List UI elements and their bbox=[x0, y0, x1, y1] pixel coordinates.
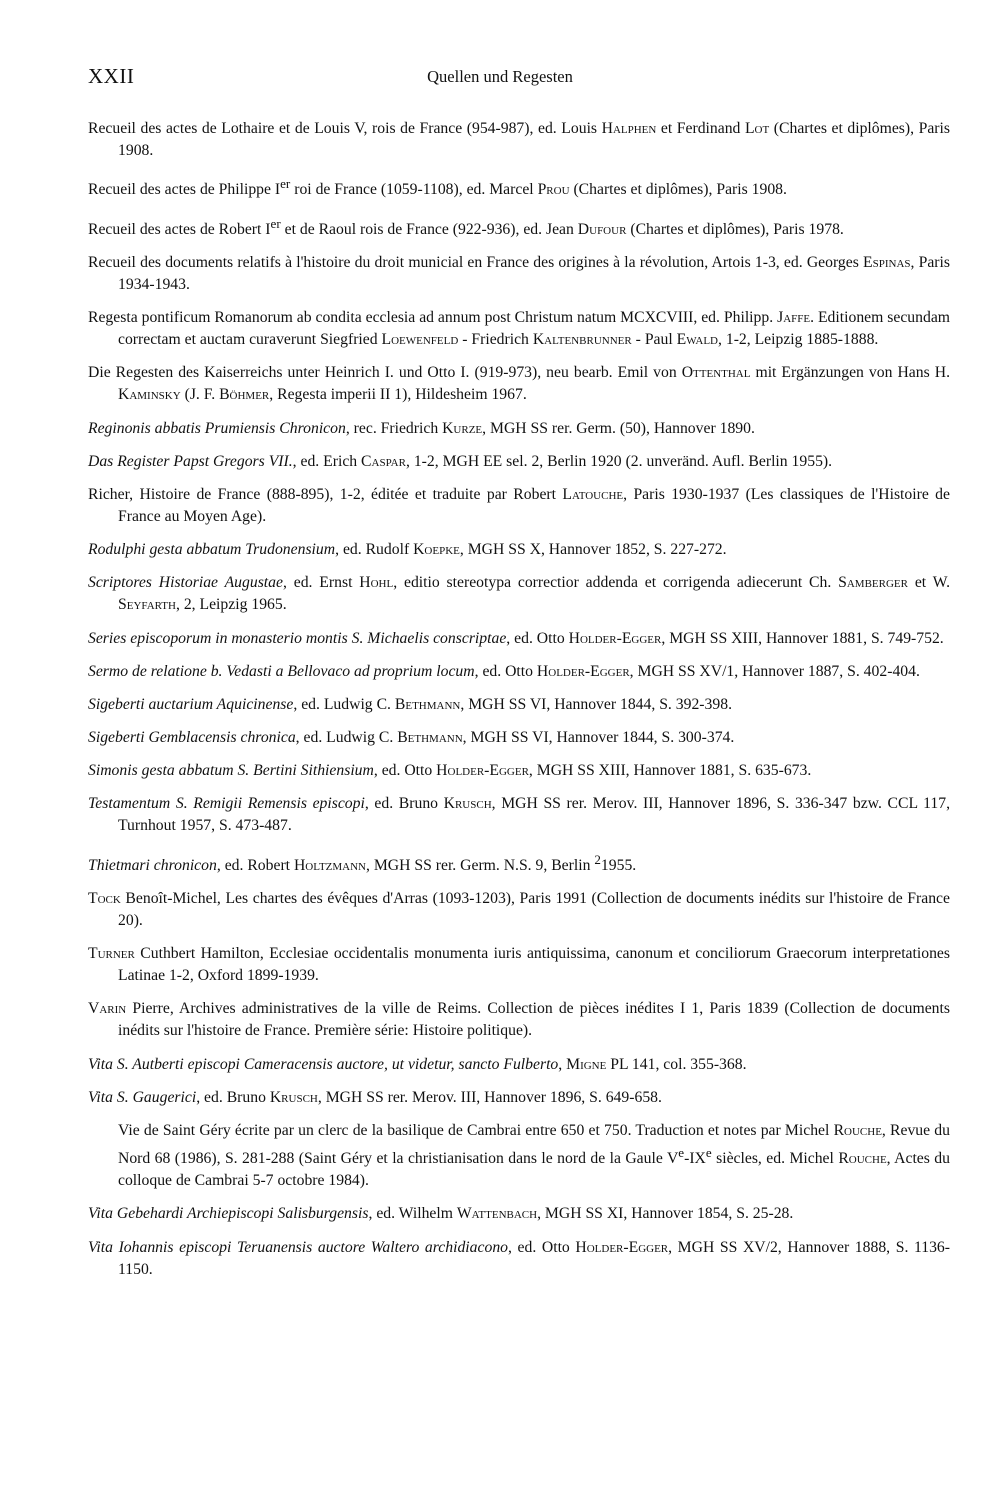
bibliography-entry bbox=[88, 1087, 950, 1109]
author-name: Samberger bbox=[838, 574, 908, 592]
bibliography-entry bbox=[88, 118, 950, 162]
entry-text: , ed. Robert bbox=[216, 856, 294, 874]
bibliography-entry bbox=[88, 694, 950, 716]
author-name: Ewald bbox=[676, 331, 718, 349]
bibliography-entry bbox=[88, 998, 950, 1042]
author-name: Böhmer bbox=[219, 386, 270, 404]
author-name: Tock bbox=[88, 890, 121, 908]
bibliography-entry bbox=[88, 213, 950, 241]
superscript: er bbox=[270, 215, 281, 231]
author-name: Jaffe bbox=[777, 309, 811, 327]
bibliography-note bbox=[88, 1120, 950, 1192]
bibliography-entry bbox=[88, 661, 950, 683]
entry-text: - Paul bbox=[631, 331, 677, 349]
entry-text: Pierre, Archives administratives de la ville de Reims. Collection de pièces inédites I 1, Paris 1839 (Collection de documents inédits sur l'histoire de France. Première série: Histoire politique). bbox=[118, 1000, 950, 1040]
bibliography-entry bbox=[88, 793, 950, 837]
entry-text: , ed. Otto bbox=[506, 629, 569, 647]
entry-text: , MGH SS XI, Hannover 1854, S. 25-28. bbox=[537, 1205, 794, 1223]
running-title: Quellen und Regesten bbox=[427, 67, 573, 86]
entry-text: (Chartes et diplômes), Paris 1908. bbox=[118, 120, 950, 159]
bibliography-entry bbox=[88, 760, 950, 782]
entry-text: , ed. Otto bbox=[508, 1238, 576, 1256]
entry-text: Cuthbert Hamilton, Ecclesiae occidentalis monumenta iuris antiquissima, canonum et conciliorum Graecorum interpretationes Latinae 1-2, Oxford 1899-1939. bbox=[118, 945, 950, 985]
entry-text: Recueil des documents relatifs à l'histoire du droit municial en France des origines à la révolution, Artois 1-3, ed. Georges bbox=[88, 254, 864, 272]
entry-text: , ed. Erich bbox=[292, 452, 362, 470]
author-name: Holder-Egger bbox=[568, 629, 662, 647]
author-name: Loewenfeld bbox=[381, 331, 459, 349]
author-name: Migne bbox=[566, 1055, 607, 1073]
entry-title: Reginonis abbatis Prumiensis Chronicon bbox=[88, 419, 346, 437]
entry-text: , 2, Leipzig 1965. bbox=[175, 596, 287, 614]
bibliography-entry bbox=[88, 1237, 950, 1281]
page-number: XXII bbox=[88, 64, 135, 88]
author-name: Halphen bbox=[601, 120, 657, 137]
entry-text: roi de France (1059-1108), ed. Marcel bbox=[290, 181, 538, 199]
entry-text: Benoît-Michel, Les chartes des évêques d'Arras (1093-1203), Paris 1991 (Collection de documents inédits sur l'histoire de France 20). bbox=[118, 890, 950, 930]
entry-text: , MGH SS XV/1, Hannover 1887, S. 402-404. bbox=[629, 662, 920, 680]
author-name: Krusch bbox=[269, 1088, 318, 1106]
entry-text: , Revue du Nord 68 (1986), S. 281-288 (Saint Géry et la christianisation dans le nord de la Gaule V bbox=[118, 1122, 950, 1168]
author-name: Kaminsky bbox=[118, 386, 181, 404]
entry-text: , editio stereotypa correctior addenda et corrigenda adiecerunt Ch. bbox=[393, 574, 839, 592]
bibliography-entry bbox=[88, 173, 950, 201]
bibliography-entry bbox=[88, 484, 950, 528]
entry-text: , ed. Ludwig C. bbox=[295, 729, 398, 747]
entry-text: Vie de Saint Géry écrite par un clerc de la basilique de Cambrai entre 650 et 750. Traduction et notes par Michel bbox=[118, 1122, 834, 1140]
entry-text: , MGH SS rer. Merov. III, Hannover 1896, S. 336-347 bzw. CCL 117, Turnhout 1957, S. 473-487. bbox=[118, 795, 950, 835]
entry-title: Sigeberti auctarium Aquicinense bbox=[88, 695, 294, 713]
entry-title: Scriptores Historiae Augustae bbox=[88, 574, 283, 592]
entry-text: , MGH SS VI, Hannover 1844, S. 300-374. bbox=[462, 729, 735, 747]
superscript: e bbox=[678, 1145, 685, 1161]
entry-title: Das Register Papst Gregors VII. bbox=[88, 452, 293, 470]
author-name: Latouche bbox=[562, 485, 624, 503]
entry-text: (Chartes et diplômes), Paris 1908. bbox=[569, 181, 787, 199]
entry-text: , Paris 1934-1943. bbox=[118, 254, 950, 294]
entry-text: , ed. Ernst bbox=[282, 574, 360, 592]
entry-text: 1955. bbox=[600, 856, 637, 874]
entry-text: , MGH SS XIII, Hannover 1881, S. 749-752. bbox=[661, 629, 944, 647]
entry-text: Regesta pontificum Romanorum ab condita ecclesia ad annum post Christum natum MCXCVIII, ed. Philipp. bbox=[88, 309, 778, 327]
entry-text: et de Raoul rois de France (922-936), ed. Jean bbox=[280, 220, 578, 238]
entry-text: - Friedrich bbox=[458, 331, 533, 349]
entry-title: Rodulphi gesta abbatum Trudonensium bbox=[88, 541, 336, 559]
entry-title: Vita S. Gaugerici bbox=[88, 1088, 197, 1106]
entry-text: , ed. Rudolf bbox=[335, 541, 414, 559]
author-name: Kaltenbrunner bbox=[532, 331, 632, 349]
entry-text: , MGH SS rer. Germ. N.S. 9, Berlin bbox=[366, 856, 595, 874]
entry-text: , MGH SS rer. Germ. (50), Hannover 1890. bbox=[482, 419, 755, 437]
author-name: Rouche bbox=[838, 1150, 887, 1168]
entry-text: , ed. Wilhelm bbox=[368, 1205, 457, 1223]
author-name: Ottenthal bbox=[681, 364, 751, 382]
entry-text: Recueil des actes de Lothaire et de Louis V, rois de France (954-987), ed. Louis bbox=[88, 120, 602, 137]
entry-text: , ed. Bruno bbox=[196, 1088, 270, 1106]
entry-text: , MGH SS XIII, Hannover 1881, S. 635-673. bbox=[528, 762, 812, 780]
entry-text: PL 141, col. 355-368. bbox=[606, 1055, 747, 1073]
entry-text: , 1-2, Leipzig 1885-1888. bbox=[718, 331, 879, 349]
entry-text: , bbox=[558, 1055, 567, 1073]
entry-text: , ed. Otto bbox=[373, 762, 437, 780]
bibliography-entry bbox=[88, 252, 950, 296]
entry-text: , Regesta imperii II 1), Hildesheim 1967. bbox=[269, 386, 527, 404]
author-name: Holder-Egger bbox=[536, 662, 630, 680]
entry-text: (Chartes et diplômes), Paris 1978. bbox=[626, 220, 844, 238]
bibliography-entry bbox=[88, 1054, 950, 1076]
entry-text: , Actes du colloque de Cambrai 5-7 octobre 1984). bbox=[118, 1150, 950, 1190]
bibliography-entry bbox=[88, 1203, 950, 1225]
author-name: Varin bbox=[88, 1000, 127, 1018]
entry-title: Series episcoporum in monasterio montis S. Michaelis conscriptae bbox=[88, 629, 507, 647]
entry-text: , ed. Ludwig C. bbox=[293, 695, 395, 713]
author-name: Holder-Egger bbox=[575, 1238, 669, 1256]
author-name: Wattenbach bbox=[456, 1205, 538, 1223]
entry-text: , ed. Otto bbox=[474, 662, 537, 680]
bibliography-entry bbox=[88, 307, 950, 351]
entry-text: Richer, Histoire de France (888-895), 1-2, éditée et traduite par Robert bbox=[88, 485, 563, 503]
entry-title: Sigeberti Gemblacensis chronica bbox=[88, 729, 296, 747]
entry-text: mit Ergänzungen von Hans H. bbox=[750, 364, 950, 382]
bibliography-entry bbox=[88, 572, 950, 616]
entry-text: , rec. Friedrich bbox=[345, 419, 443, 437]
bibliography-entry bbox=[88, 849, 950, 877]
superscript: er bbox=[280, 176, 291, 192]
entry-title: Sermo de relatione b. Vedasti a Bellovaco ad proprium locum bbox=[88, 662, 475, 680]
entry-title: Simonis gesta abbatum S. Bertini Sithiensium bbox=[88, 762, 374, 780]
bibliography-entry bbox=[88, 888, 950, 932]
entry-text: , MGH SS rer. Merov. III, Hannover 1896, S. 649-658. bbox=[317, 1088, 662, 1106]
bibliography-entry bbox=[88, 362, 950, 406]
bibliography-entry bbox=[88, 539, 950, 561]
entry-title: Vita Gebehardi Archiepiscopi Salisburgensis bbox=[88, 1205, 369, 1223]
bibliography-entry bbox=[88, 418, 950, 440]
entry-text: siècles, ed. Michel bbox=[711, 1150, 839, 1168]
bibliography-entry bbox=[88, 727, 950, 749]
author-name: Prou bbox=[537, 181, 570, 199]
entry-text: Recueil des actes de Philippe I bbox=[88, 181, 281, 199]
author-name: Bethmann bbox=[397, 729, 463, 747]
entry-text: (J. F. bbox=[180, 386, 220, 404]
author-name: Lot bbox=[744, 120, 770, 137]
entry-text: , MGH SS X, Hannover 1852, S. 227-272. bbox=[459, 541, 727, 559]
author-name: Hohl bbox=[359, 574, 394, 592]
page-header bbox=[88, 64, 912, 96]
author-name: Dufour bbox=[577, 220, 627, 238]
author-name: Krusch bbox=[443, 795, 492, 813]
entry-text: et W. bbox=[907, 574, 951, 592]
entry-text: et Ferdinand bbox=[656, 120, 745, 137]
bibliography-entry bbox=[88, 628, 950, 650]
author-name: Koepke bbox=[413, 541, 460, 559]
author-name: Espinas bbox=[863, 254, 911, 272]
author-name: Seyfarth bbox=[118, 596, 176, 614]
entry-text: Recueil des actes de Robert I bbox=[88, 220, 271, 238]
entry-text: , MGH SS XV/2, Hannover 1888, S. 1136-1150. bbox=[118, 1238, 950, 1278]
bibliography-entry bbox=[88, 943, 950, 987]
entry-text: . Editionem secundam correctam et auctam curaverunt Siegfried bbox=[118, 309, 950, 349]
entry-text: -IX bbox=[684, 1150, 706, 1168]
entry-title: Testamentum S. Remigii Remensis episcopi bbox=[88, 795, 365, 813]
author-name: Turner bbox=[88, 945, 135, 963]
author-name: Caspar bbox=[361, 452, 406, 470]
superscript: e bbox=[705, 1145, 712, 1161]
entry-text: Die Regesten des Kaiserreichs unter Heinrich I. und Otto I. (919-973), neu bearb. Emil von bbox=[88, 364, 682, 382]
author-name: Rouche bbox=[833, 1122, 882, 1140]
entry-title: Vita Iohannis episcopi Teruanensis auctore Waltero archidiacono bbox=[88, 1238, 509, 1256]
entry-text: , 1-2, MGH EE sel. 2, Berlin 1920 (2. unveränd. Aufl. Berlin 1955). bbox=[405, 452, 833, 470]
author-name: Holder-Egger bbox=[436, 762, 529, 780]
entry-title: Vita S. Autberti episcopi Cameracensis auctore, ut videtur, sancto Fulberto bbox=[88, 1055, 559, 1073]
bibliography-entry bbox=[88, 451, 950, 473]
bibliography-list bbox=[88, 118, 950, 1292]
author-name: Bethmann bbox=[394, 695, 461, 713]
entry-text: , ed. Bruno bbox=[364, 795, 444, 813]
author-name: Kurze bbox=[442, 419, 483, 437]
entry-text: , Paris 1930-1937 (Les classiques de l'Histoire de France au Moyen Age). bbox=[118, 485, 950, 525]
entry-title: Thietmari chronicon bbox=[88, 856, 217, 874]
superscript: 2 bbox=[594, 851, 601, 867]
entry-text: , MGH SS VI, Hannover 1844, S. 392-398. bbox=[460, 695, 732, 713]
author-name: Holtzmann bbox=[293, 856, 367, 874]
